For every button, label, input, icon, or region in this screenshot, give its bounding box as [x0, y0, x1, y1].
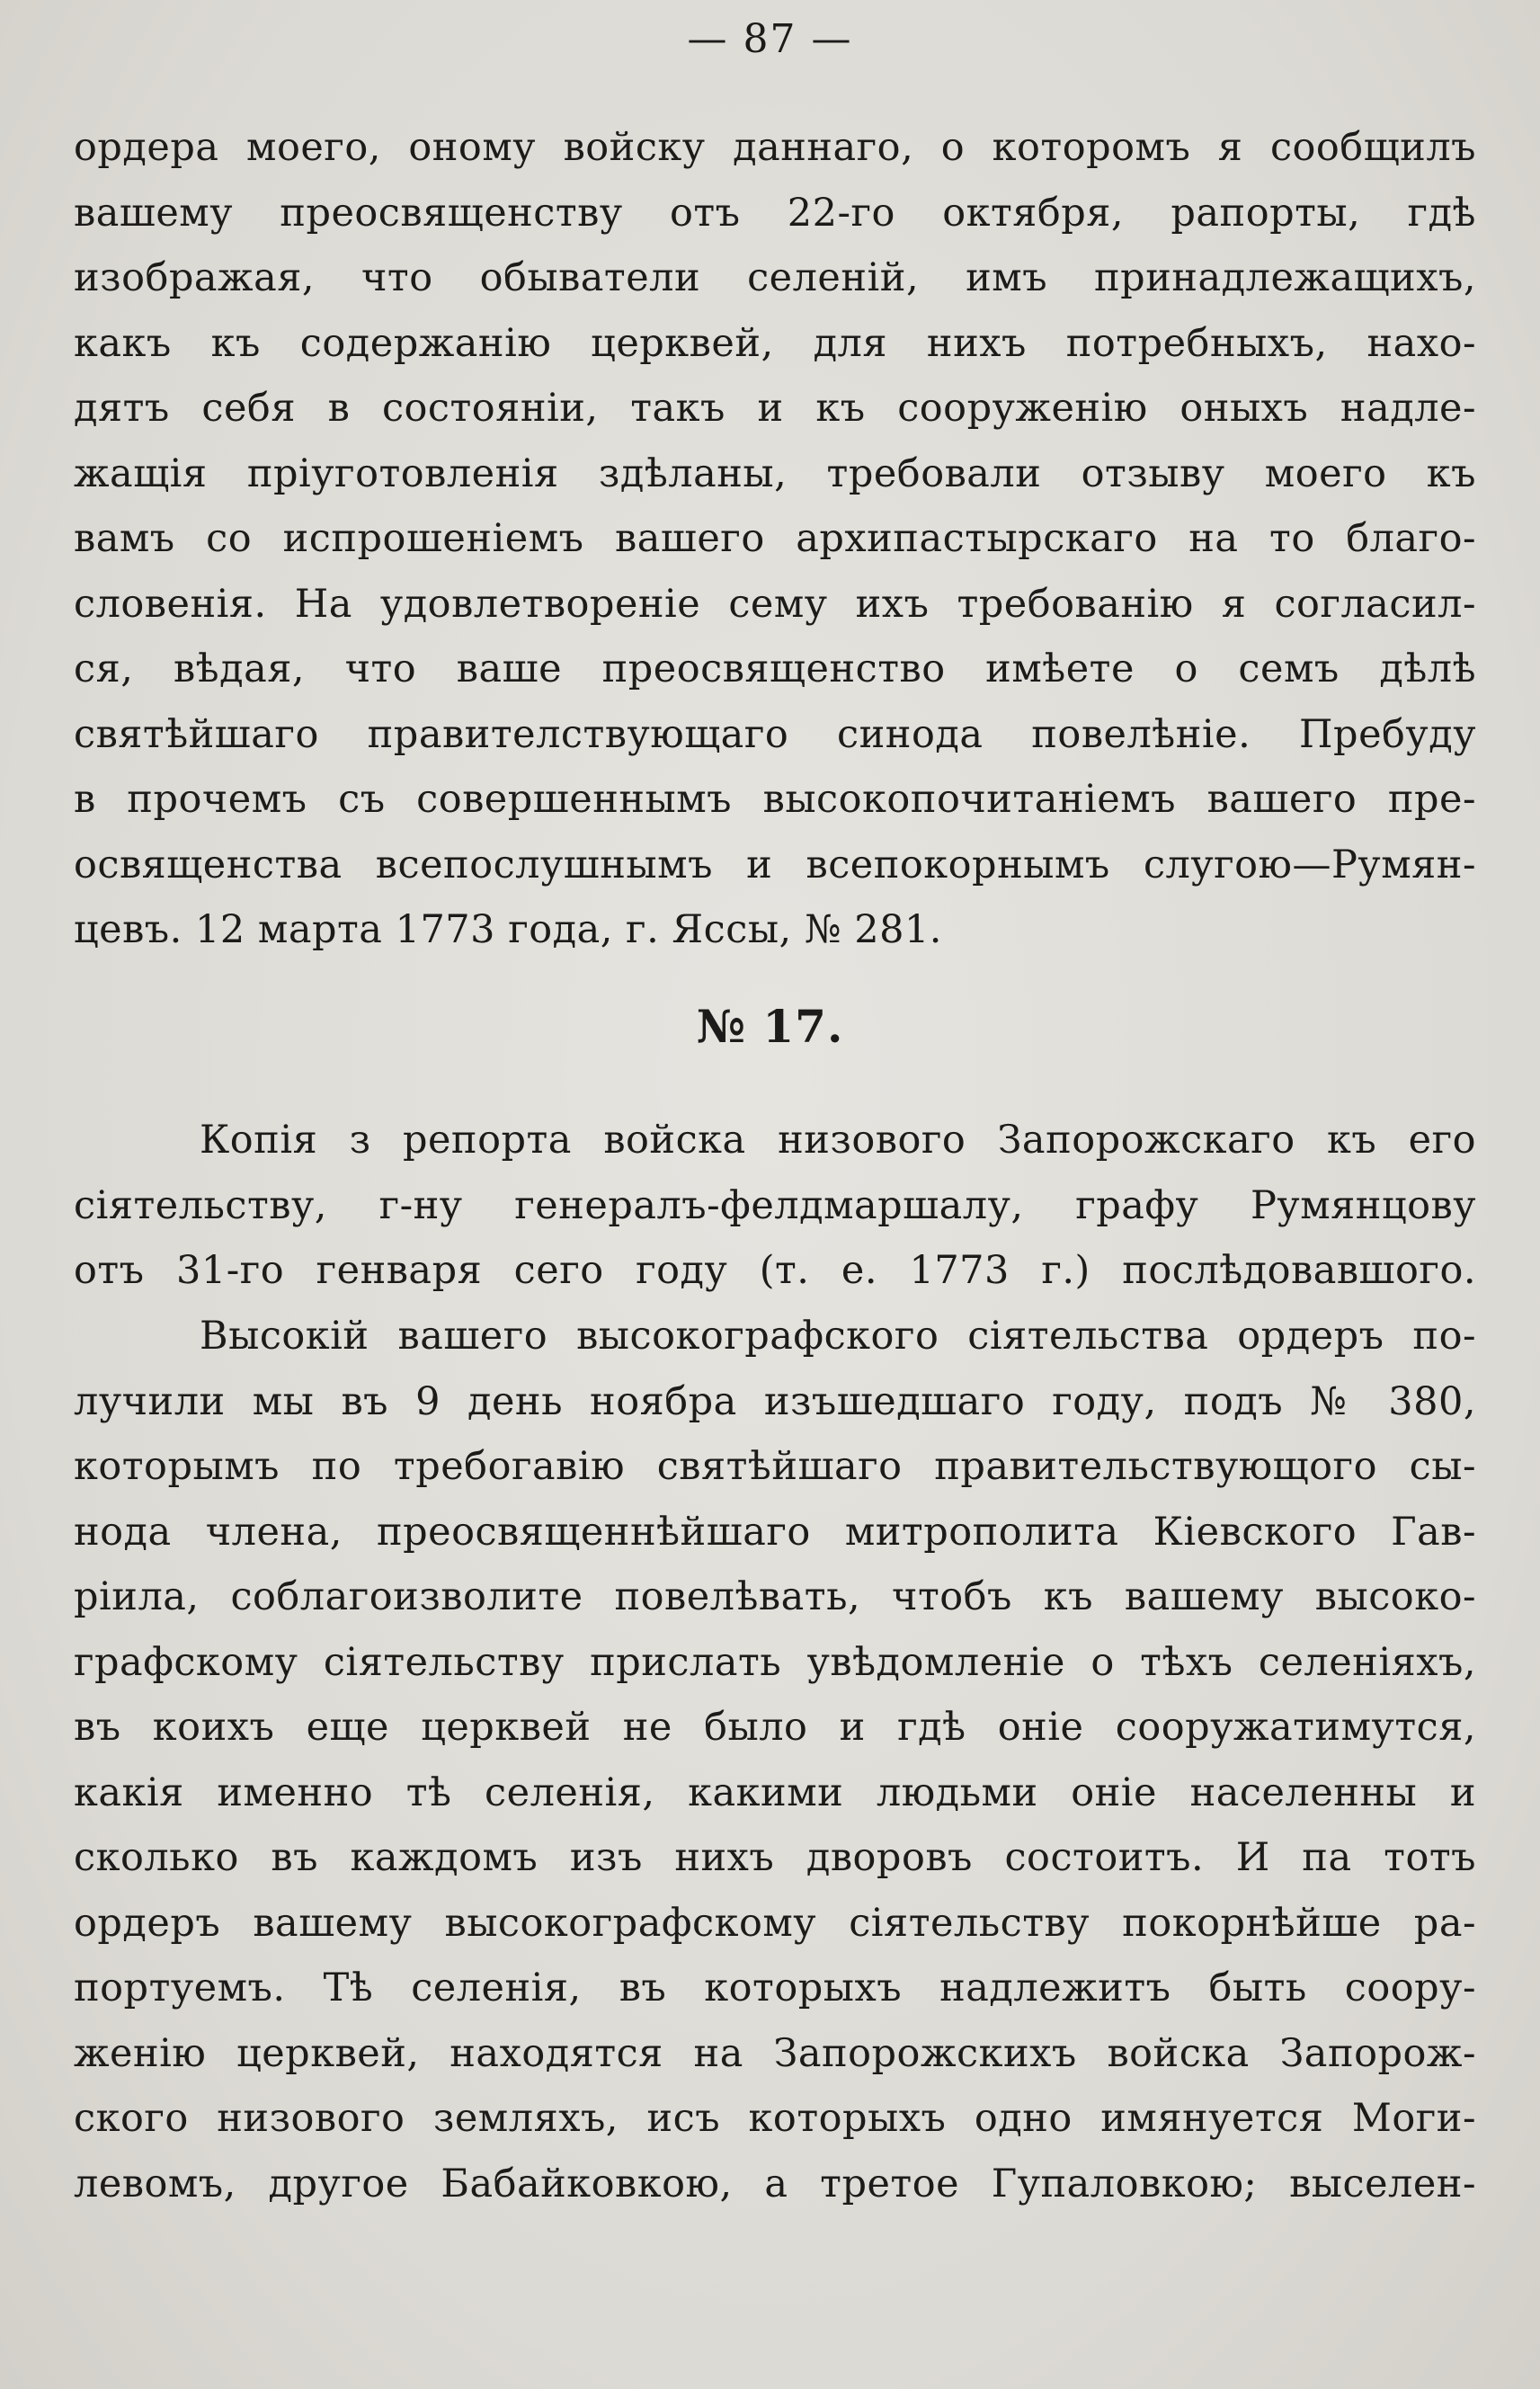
text-line: ского низового земляхъ, исъ которыхъ одно имянуется Моги-: [74, 2096, 1476, 2141]
text-line: ріила, соблагоизволите повелѣвать, чтобъ къ вашему высоко-: [74, 1574, 1476, 1619]
text-line: сколько въ каждомъ изъ нихъ дворовъ состоитъ. И па тотъ: [74, 1835, 1476, 1880]
text-line: вамъ со испрошеніемъ вашего архипастырскаго на то благо-: [74, 516, 1476, 561]
document-heading: [74, 1108, 1476, 1304]
text-line: освященства всепослушнымъ и всепокорнымъ слугою—Румян-: [74, 842, 1476, 887]
text-line: изображая, что обыватели селеній, имъ принадлежащихъ,: [74, 255, 1476, 300]
text-line: жащія пріуготовленія здѣланы, требовали отзыву моего къ: [74, 450, 1476, 496]
text-line: ордера моего, оному войску даннаго, о которомъ я сообщилъ: [74, 125, 1476, 170]
text-line: ордеръ вашему высокографскому сіятельству покорнѣйше ра-: [74, 1900, 1476, 1946]
text-line: Высокій вашего высокографского сіятельства ордеръ по-: [200, 1314, 1476, 1359]
text-line: Копія з репорта войска низового Запорожскаго къ его: [200, 1118, 1476, 1163]
text-line: какія именно тѣ селенія, какими людьми оніе населенны и: [74, 1769, 1476, 1815]
paragraph-main: [74, 1304, 1476, 2216]
text-line: сіятельству, г-ну генералъ-фелдмаршалу, графу Румянцову: [74, 1182, 1476, 1228]
paragraph-continuation: [74, 115, 1476, 963]
text-line: какъ къ содержанію церквей, для нихъ потребныхъ, нахо-: [74, 320, 1476, 366]
text-line: графскому сіятельству прислать увѣдомленіе о тѣхъ селеніяхъ,: [74, 1639, 1476, 1685]
text-line: женію церквей, находятся на Запорожскихъ войска Запорож-: [74, 2030, 1476, 2076]
text-line: левомъ, другое Бабайковкою, а третое Гупаловкою; выселен-: [74, 2161, 1476, 2206]
text-line: дятъ себя в состояніи, такъ и къ сооруженію оныхъ надле-: [74, 386, 1476, 431]
text-line: нода члена, преосвященнѣйшаго митрополита Кіевского Гав-: [74, 1509, 1476, 1555]
section-number: № 17.: [696, 1000, 844, 1053]
text-line: цевъ. 12 марта 1773 года, г. Яссы, № 281.: [74, 907, 942, 952]
text-line: в прочемъ съ совершеннымъ высокопочитаніемъ вашего пре-: [74, 777, 1476, 822]
text-line: лучили мы въ 9 день ноябра изъшедшаго году, подъ № 380,: [74, 1378, 1476, 1424]
text-line: святѣйшаго правителствующаго синода повелѣніе. Пребуду: [74, 711, 1476, 757]
text-line: ся, вѣдая, что ваше преосвященство имѣете о семъ дѣлѣ: [74, 646, 1476, 691]
text-line: вашему преосвященству отъ 22-го октября, рапорты, гдѣ: [74, 190, 1476, 236]
text-line: которымъ по требогавію святѣйшаго правительствующого сы-: [74, 1444, 1476, 1489]
text-line: отъ 31-го генваря сего году (т. е. 1773 г.) послѣдовавшого.: [74, 1248, 1476, 1293]
text-line: словенія. На удовлетвореніе сему ихъ требованію я согласил-: [74, 581, 1476, 627]
text-line: въ коихъ еще церквей не было и гдѣ оніе сооружатимутся,: [74, 1705, 1476, 1750]
text-line: портуемъ. Тѣ селенія, въ которыхъ надлежитъ быть соору-: [74, 1966, 1476, 2010]
page-number: — 87 —: [687, 16, 853, 62]
